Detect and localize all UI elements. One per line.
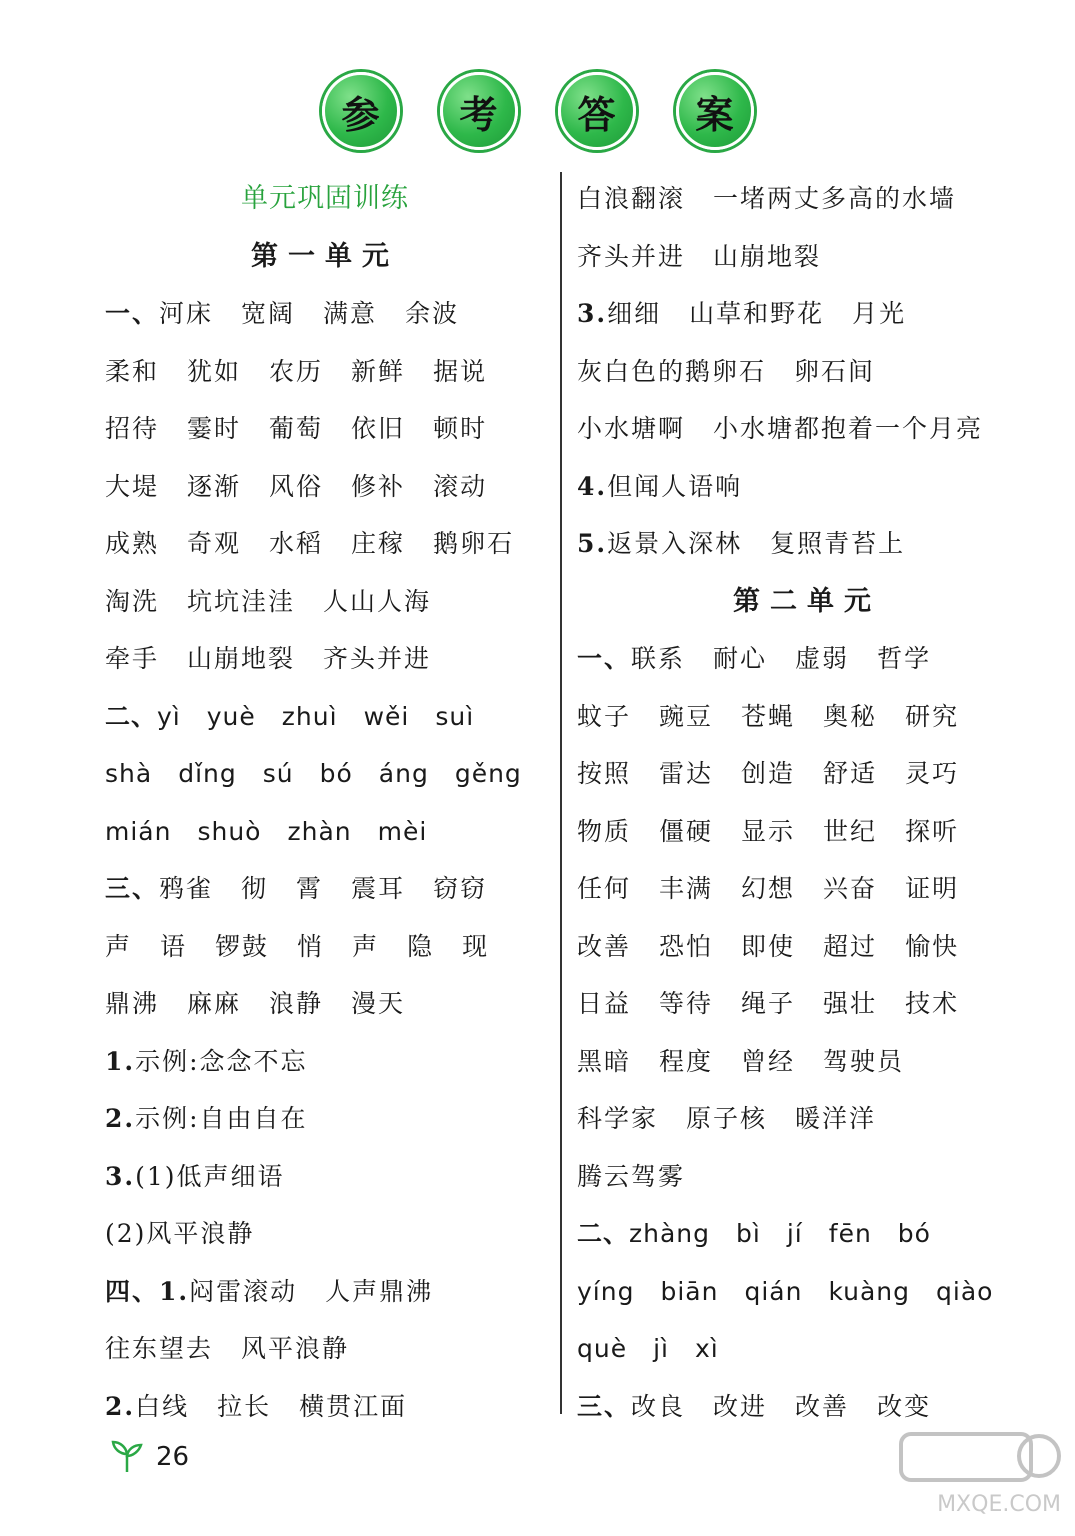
word-answer: 白线: [135, 1391, 190, 1421]
word-answer: 改善: [577, 931, 632, 961]
answer-line: [105, 1033, 545, 1091]
pinyin-answer: gěng: [454, 759, 522, 788]
word-answer: 依旧: [351, 414, 406, 443]
item-number: 4.: [577, 471, 608, 501]
pinyin-answer: bì: [736, 1219, 761, 1248]
word-answer: 细细: [607, 299, 662, 328]
word-answer: 改变: [877, 1391, 932, 1421]
item-number: 2.: [105, 1391, 136, 1421]
pinyin-answer: suì: [435, 701, 475, 731]
watermark-icon: [881, 1426, 1061, 1488]
unit-title: 第二单元: [733, 585, 881, 617]
word-answer: 犹如: [187, 356, 242, 386]
word-answer: 往东望去: [105, 1334, 214, 1363]
word-answer: 山草和野花: [689, 299, 825, 328]
word-answer: 大堤: [105, 471, 160, 501]
answer-line: [577, 745, 1037, 803]
pinyin-answer: yì: [157, 701, 181, 731]
item-number: 二、: [105, 701, 158, 731]
answer-line: [577, 285, 1037, 343]
pinyin-answer: bó: [319, 759, 353, 788]
pinyin-answer: jí: [786, 1219, 803, 1248]
word-answer: 示例:自由自在: [135, 1104, 308, 1133]
word-answer: 技术: [905, 989, 960, 1018]
word-answer: 复照青苔上: [770, 529, 906, 558]
answer-title: [0, 72, 1075, 150]
pinyin-answer: qiào: [936, 1276, 994, 1306]
word-answer: 超过: [823, 931, 878, 961]
answer-line: [105, 1205, 545, 1263]
word-answer: 兴奋: [823, 874, 878, 903]
answer-line: [105, 975, 545, 1033]
word-answer: 虚弱: [795, 644, 850, 673]
answer-line: [105, 285, 545, 343]
word-answer: 鹅卵石: [433, 529, 515, 558]
word-answer: 即使: [741, 931, 796, 961]
title-char-badge: 考: [440, 72, 518, 150]
item-number: 三、: [577, 1391, 632, 1421]
word-answer: 人山人海: [323, 586, 432, 616]
word-answer: 宽阔: [241, 299, 296, 328]
answer-line: [577, 170, 1037, 228]
word-answer: 哲学: [877, 644, 932, 673]
word-answer: 鼎沸: [105, 989, 160, 1018]
word-answer: 僵硬: [659, 816, 714, 846]
word-answer: 科学家: [577, 1104, 659, 1133]
pinyin-answer: wěi: [363, 701, 410, 731]
word-answer: 葡萄: [269, 414, 324, 443]
word-answer: 探听: [905, 816, 960, 846]
title-char-badge: 答: [558, 72, 636, 150]
word-answer: 霎时: [187, 414, 242, 443]
answer-line: [577, 515, 1037, 573]
word-answer: 豌豆: [659, 701, 714, 731]
answer-line: [105, 745, 545, 803]
word-answer: 齐头并进: [577, 241, 686, 271]
word-answer: 耐心: [713, 644, 768, 673]
answer-line: [577, 630, 1037, 688]
word-answer: 暖洋洋: [795, 1104, 877, 1133]
word-answer: 闷雷滚动: [189, 1276, 298, 1306]
word-answer: 程度: [659, 1046, 714, 1076]
word-answer: 世纪: [823, 816, 878, 846]
page-number: 26: [156, 1442, 190, 1472]
word-answer: 雷达: [659, 759, 714, 788]
word-answer: 修补: [351, 471, 406, 501]
answer-line: [577, 975, 1037, 1033]
sprout-icon: [108, 1438, 146, 1476]
answer-line: [577, 1033, 1037, 1091]
pinyin-answer: zhuì: [281, 701, 338, 731]
pinyin-answer: kuàng: [828, 1276, 911, 1306]
word-answer: 驾驶员: [823, 1046, 905, 1076]
word-answer: 黑暗: [577, 1046, 632, 1076]
answer-lines: [577, 170, 1037, 573]
word-answer: 曾经: [741, 1046, 796, 1076]
word-answer: 柔和: [105, 356, 160, 386]
answer-line: [105, 400, 545, 458]
word-answer: 幻想: [741, 874, 796, 903]
pinyin-answer: zhàng: [629, 1219, 711, 1248]
word-answer: 新鲜: [351, 356, 406, 386]
answer-line: [577, 228, 1037, 286]
answer-line: [105, 1263, 545, 1321]
item-number: 四、1.: [105, 1276, 190, 1306]
word-answer: 原子核: [686, 1104, 768, 1133]
word-answer: 丰满: [659, 874, 714, 903]
answer-line: [105, 1148, 545, 1206]
answer-line: [577, 1320, 1037, 1378]
answer-line: [105, 803, 545, 861]
word-answer: 成熟: [105, 529, 160, 558]
word-answer: 灵巧: [905, 759, 960, 788]
answer-line: [577, 1205, 1037, 1263]
item-number: 一、: [105, 299, 160, 328]
word-answer: 滚动: [433, 471, 488, 501]
word-answer: 创造: [741, 759, 796, 788]
word-answer: 横贯江面: [299, 1391, 408, 1421]
word-answer: 白浪翻滚: [577, 184, 686, 213]
column-divider: [560, 172, 562, 1414]
word-answer: 庄稼: [351, 529, 406, 558]
word-answer: 强壮: [823, 989, 878, 1018]
word-answer: (2)风平浪静: [105, 1219, 255, 1248]
answer-lines: [105, 285, 545, 1435]
word-answer: 苍蝇: [741, 701, 796, 731]
pinyin-answer: yuè: [206, 701, 256, 731]
watermark-logo: [881, 1426, 1061, 1518]
word-answer: 声: [352, 931, 380, 961]
word-answer: 风平浪静: [241, 1334, 350, 1363]
word-answer: 一堵两丈多高的水墙: [713, 184, 957, 213]
word-answer: 返景入深林: [607, 529, 743, 558]
word-answer: 蚊子: [577, 701, 632, 731]
word-answer: 证明: [905, 874, 960, 903]
word-answer: 隐: [407, 931, 435, 961]
pinyin-answer: què: [577, 1334, 628, 1363]
word-answer: 声: [105, 931, 133, 961]
answer-line: [105, 343, 545, 401]
answer-line: [105, 918, 545, 976]
word-answer: 余波: [405, 299, 460, 328]
word-answer: 水稻: [269, 529, 324, 558]
answer-line: [577, 688, 1037, 746]
answer-line: [577, 1263, 1037, 1321]
answer-line: [105, 458, 545, 516]
word-answer: 据说: [433, 356, 488, 386]
answer-line: [105, 1378, 545, 1436]
right-column: [577, 170, 1037, 1435]
word-answer: 悄: [297, 931, 325, 961]
section-title: 单元巩固训练: [241, 183, 409, 214]
answer-line: [105, 860, 545, 918]
word-answer: 漫天: [351, 989, 406, 1018]
word-answer: 风俗: [269, 471, 324, 501]
word-answer: 麻麻: [187, 989, 242, 1018]
page-footer: [108, 1438, 189, 1476]
answer-line: [105, 573, 545, 631]
word-answer: 逐渐: [187, 471, 242, 501]
word-answer: (1)低声细语: [135, 1161, 285, 1191]
answer-lines: [577, 630, 1037, 1435]
word-answer: 彻: [241, 874, 269, 903]
word-answer: 显示: [741, 816, 796, 846]
answer-line: [577, 458, 1037, 516]
word-answer: 改进: [713, 1391, 768, 1421]
word-answer: 日益: [577, 989, 632, 1018]
item-number: 5.: [577, 529, 608, 558]
word-answer: 改良: [631, 1391, 686, 1421]
pinyin-answer: zhàn: [287, 816, 352, 846]
word-answer: 奥秘: [823, 701, 878, 731]
word-answer: 锣鼓: [215, 931, 270, 961]
word-answer: 月光: [852, 299, 907, 328]
word-answer: 河床: [159, 299, 214, 328]
word-answer: 小水塘啊: [577, 414, 686, 443]
word-answer: 现: [462, 931, 490, 961]
title-char-badge: 参: [322, 72, 400, 150]
word-answer: 但闻人语响: [607, 471, 743, 501]
item-number: 二、: [577, 1219, 630, 1248]
pinyin-answer: biān: [660, 1276, 719, 1306]
pinyin-answer: mèi: [377, 816, 428, 846]
word-answer: 语: [160, 931, 188, 961]
word-answer: 齐头并进: [323, 644, 432, 673]
word-answer: 窃窃: [433, 874, 488, 903]
pinyin-answer: jì: [653, 1334, 670, 1363]
word-answer: 顿时: [433, 414, 488, 443]
pinyin-answer: fēn: [828, 1219, 872, 1248]
word-answer: 牵手: [105, 644, 160, 673]
answer-line: [105, 1320, 545, 1378]
word-answer: 浪静: [269, 989, 324, 1018]
answer-line: [577, 400, 1037, 458]
left-column: [105, 170, 545, 1435]
word-answer: 物质: [577, 816, 632, 846]
word-answer: 拉长: [217, 1391, 272, 1421]
answer-line: [577, 343, 1037, 401]
pinyin-answer: qián: [744, 1276, 803, 1306]
answer-line: [105, 1090, 545, 1148]
pinyin-answer: shà: [105, 759, 153, 788]
item-number: 3.: [577, 299, 608, 328]
pinyin-answer: shuò: [197, 816, 262, 846]
answer-line: [105, 515, 545, 573]
word-answer: 示例:念念不忘: [135, 1046, 308, 1076]
pinyin-answer: mián: [105, 816, 172, 846]
item-number: 1.: [105, 1046, 136, 1076]
answer-line: [105, 688, 545, 746]
word-answer: 小水塘都抱着一个月亮: [713, 414, 984, 443]
pinyin-answer: yíng: [577, 1276, 635, 1306]
word-answer: 奇观: [187, 529, 242, 558]
word-answer: 淘洗: [105, 586, 160, 616]
word-answer: 舒适: [823, 759, 878, 788]
item-number: 一、: [577, 644, 632, 673]
pinyin-answer: dǐng: [178, 759, 237, 788]
word-answer: 腾云驾雾: [577, 1161, 686, 1191]
word-answer: 人声鼎沸: [325, 1276, 434, 1306]
word-answer: 霄: [296, 874, 324, 903]
word-answer: 任何: [577, 874, 632, 903]
item-number: 三、: [105, 874, 160, 903]
answer-line: [577, 918, 1037, 976]
word-answer: 坑坑洼洼: [187, 586, 296, 616]
word-answer: 满意: [323, 299, 378, 328]
watermark-text: MXQE.COM: [937, 1492, 1061, 1517]
unit-title: 第一单元: [251, 240, 399, 272]
pinyin-answer: xì: [695, 1334, 719, 1363]
pinyin-answer: bó: [897, 1219, 931, 1248]
answer-line: [577, 1090, 1037, 1148]
word-answer: 按照: [577, 759, 632, 788]
word-answer: 研究: [905, 701, 960, 731]
item-number: 3.: [105, 1161, 136, 1191]
answer-line: [577, 1148, 1037, 1206]
answer-line: [577, 803, 1037, 861]
word-answer: 等待: [659, 989, 714, 1018]
answer-line: [577, 860, 1037, 918]
item-number: 2.: [105, 1104, 136, 1133]
title-char-badge: 案: [676, 72, 754, 150]
word-answer: 山崩地裂: [713, 241, 822, 271]
word-answer: 山崩地裂: [187, 644, 296, 673]
word-answer: 改善: [795, 1391, 850, 1421]
word-answer: 招待: [105, 414, 160, 443]
word-answer: 联系: [631, 644, 686, 673]
word-answer: 鸦雀: [159, 874, 214, 903]
word-answer: 农历: [269, 356, 324, 386]
pinyin-answer: sú: [262, 759, 294, 788]
word-answer: 愉快: [905, 931, 960, 961]
word-answer: 恐怕: [659, 931, 714, 961]
word-answer: 灰白色的鹅卵石: [577, 356, 767, 386]
pinyin-answer: áng: [378, 759, 429, 788]
answer-line: [105, 630, 545, 688]
word-answer: 震耳: [351, 874, 406, 903]
word-answer: 卵石间: [794, 356, 876, 386]
word-answer: 绳子: [741, 989, 796, 1018]
